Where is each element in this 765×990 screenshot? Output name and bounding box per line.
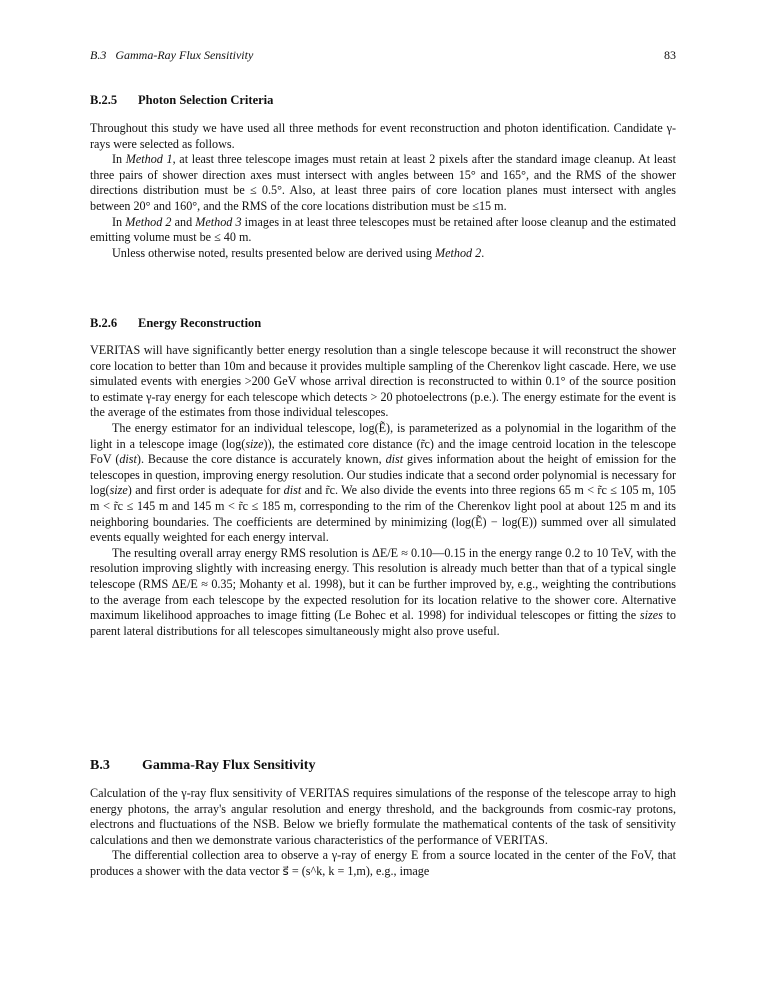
page-number: 83: [664, 48, 676, 62]
running-head-title: B.3 Gamma-Ray Flux Sensitivity: [90, 48, 254, 62]
paragraph: VERITAS will have significantly better energy resolution than a single telescope because it will reconstruct the shower core location to better than 10m and because it provides multiple sampling of the Cherenkov light cascade. Here, we use simulated events with energies >200 GeV whose arrival direction is reconstructed to within 0.1° of the source position to estimate γ-ray energy for each telescope which detects > 20 photoelectrons (p.e.). The energy estimate for the event is the average of the estimates from those individual telescopes.: [90, 343, 676, 420]
section-heading-b25: [90, 93, 273, 108]
paragraph: In Method 1, at least three telescope images must retain at least 2 pixels after the standard image cleanup. At least three pairs of shower direction axes must intersect with angles between 15° and 165°, and the RMS of the shower directions distribution must be ≤ 0.5°. Also, at least three pairs of core location planes must intersect with angles between 20° and 160°, and the RMS of the core locations distribution must be ≤15 m.: [90, 152, 677, 213]
section-number: B.3: [90, 758, 110, 773]
paragraph: The differential collection area to observe a γ-ray of energy E from a source located in the center of the FoV, that produces a shower with the data vector s⃗ = (s^k, k = 1,m), e.g., image: [90, 848, 676, 878]
section-body-b25: [90, 121, 676, 261]
paragraph: In Method 2 and Method 3 images in at least three telescopes must be retained after loose cleanup and the estimated emitting volume must be ≤ 40 m.: [90, 214, 676, 245]
section-title: Photon Selection Criteria: [138, 93, 274, 107]
section-body-b3: [90, 786, 676, 880]
paragraph: The energy estimator for an individual telescope, log(Ẽ), is parameterized as a polynomial in the logarithm of the light in a telescope image (log(size)), the estimated core distance (r̃c) and the image centroid location in the telescope FoV (dist). Because the core distance is accurately known, dist gives information about the height of emission for the telescopes in question, improving energy resolution. Our studies indicate that a second order polynomial is necessary for log(size) and first order is adequate for dist and r̃c. We also divide the events into three regions 65 m < r̃c ≤ 105 m, 105 m < r̃c ≤ 145 m and 145 m < r̃c ≤ 185 m, corresponding to the rim of the Cherenkov light pool at about 125 m and its neighboring boundaries. The coefficients are determined by minimizing (log(Ẽ) − log(E)) summed over all simulated events equally weighted for each energy interval.: [90, 420, 676, 545]
section-title: Energy Reconstruction: [138, 316, 262, 330]
paragraph: Unless otherwise noted, results presented below are derived using Method 2.: [112, 245, 485, 260]
paragraph: The resulting overall array energy RMS resolution is ΔE/E ≈ 0.10—0.15 in the energy range 0.2 to 10 TeV, with the resolution improving slightly with increasing energy. This resolution is already much better than that of a typical single telescope (RMS ΔE/E ≈ 0.35; Mohanty et al. 1998), but it can be further improved by, e.g., weighting the contributions to the average from each telescope by the expected resolution for its location relative to the shower core. Alternative maximum likelihood approaches to image fitting (Le Bohec et al. 1998) for individual telescopes or fitting the sizes to parent lateral distributions for all telescopes simultaneously might also prove useful.: [90, 545, 676, 638]
paragraph: Calculation of the γ-ray flux sensitivity of VERITAS requires simulations of the response of the telescope array to high energy photons, the array's angular resolution and energy threshold, and the backgrounds from cosmic-ray protons, electrons and fluctuations of the NSB. Below we briefly formulate the mathematical contents of the task of sensitivity calculations and then we demonstrate various characteristics of the performance of VERITAS.: [90, 786, 676, 847]
paragraph: Throughout this study we have used all three methods for event reconstruction and photon identification. Candidate γ-rays were selected as follows.: [90, 121, 676, 151]
section-number: B.2.6: [90, 316, 118, 330]
section-heading-b3: [90, 758, 315, 774]
section-heading-b26: [90, 316, 261, 331]
section-number: B.2.5: [90, 93, 118, 107]
running-head: [90, 48, 676, 63]
section-body-b26: [90, 343, 676, 639]
section-title: Gamma-Ray Flux Sensitivity: [142, 758, 316, 773]
